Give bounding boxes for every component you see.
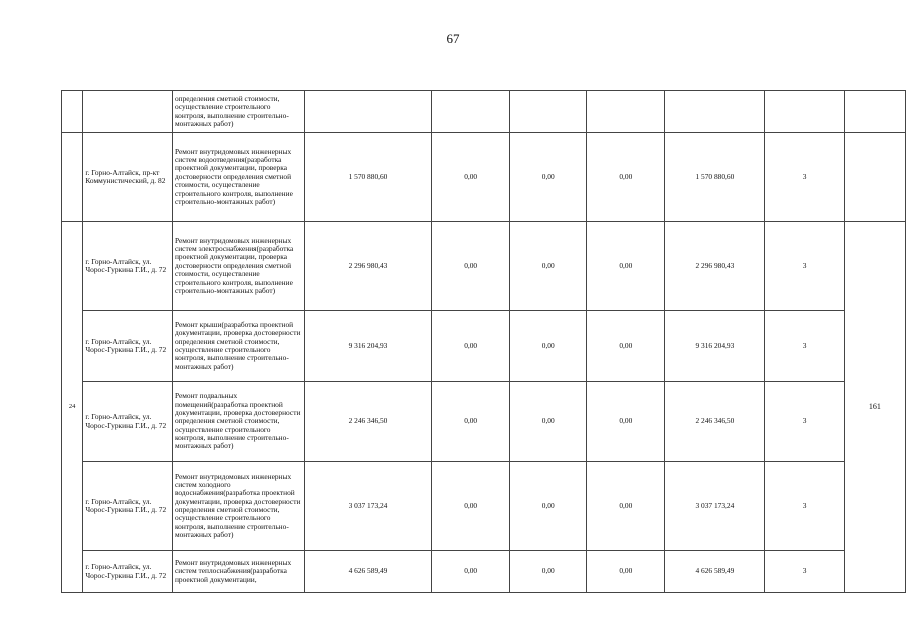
value-cell: 0,00 [587, 133, 665, 222]
stage-cell: 3 [765, 462, 844, 551]
table-row [62, 91, 906, 133]
table-row [62, 133, 906, 222]
cost-cell: 4 626 589,49 [304, 551, 431, 593]
address-cell: г. Горно-Алтайск, ул. Чорос-Гуркина Г.И., д. 72 [83, 222, 173, 311]
work-description-cell: Ремонт подвальных помещений(разработка проектной документации, проверка достоверности определения сметной стоимости, осуществление строительного контроля, выполнение строительно-монтажных работ) [172, 382, 304, 462]
address-cell [83, 91, 173, 133]
stage-cell: 3 [765, 222, 844, 311]
page-number: 67 [446, 31, 460, 46]
work-description-cell: Ремонт внутридомовых инженерных систем теплоснабжения(разработка проектной документации, [172, 551, 304, 593]
cost-cell: 2 246 346,50 [304, 382, 431, 462]
group-total-cell [844, 91, 905, 133]
cost-cell: 9 316 204,93 [304, 311, 431, 382]
value-cell: 0,00 [432, 133, 510, 222]
row-number-cell [62, 133, 83, 222]
cost-cell [304, 91, 431, 133]
total-cost-cell: 2 296 980,43 [665, 222, 765, 311]
value-cell [432, 91, 510, 133]
value-cell: 0,00 [587, 551, 665, 593]
total-cost-cell [665, 91, 765, 133]
capital-repair-table [61, 90, 906, 593]
value-cell: 0,00 [510, 133, 587, 222]
address-cell: г. Горно-Алтайск, ул. Чорос-Гуркина Г.И., д. 72 [83, 462, 173, 551]
row-number-cell: 24 [62, 222, 83, 593]
cost-cell: 3 037 173,24 [304, 462, 431, 551]
work-description-cell: Ремонт внутридомовых инженерных систем холодного водоснабжения(разработка проектной документации, проверка достоверности определения сметной стоимости, осуществление строительного контроля, выполнение строительно-монтажных работ) [172, 462, 304, 551]
value-cell [587, 91, 665, 133]
value-cell: 0,00 [510, 222, 587, 311]
value-cell: 0,00 [587, 311, 665, 382]
work-description-cell: Ремонт крыши(разработка проектной документации, проверка достоверности определения сметной стоимости, осуществление строительного контроля, выполнение строительно-монтажных работ) [172, 311, 304, 382]
work-description-cell: Ремонт внутридомовых инженерных систем электроснабжения(разработка проектной документации, проверка достоверности определения сметной стоимости, осуществление строительного контроля, выполнение строительно-монтажных работ) [172, 222, 304, 311]
address-cell: г. Горно-Алтайск, ул. Чорос-Гуркина Г.И., д. 72 [83, 551, 173, 593]
value-cell [510, 91, 587, 133]
stage-cell [765, 91, 844, 133]
value-cell: 0,00 [587, 462, 665, 551]
value-cell: 0,00 [510, 551, 587, 593]
table-row [62, 551, 906, 593]
group-total-cell [844, 133, 905, 222]
table-row [62, 311, 906, 382]
total-cost-cell: 9 316 204,93 [665, 311, 765, 382]
cost-cell: 1 570 880,60 [304, 133, 431, 222]
total-cost-cell: 4 626 589,49 [665, 551, 765, 593]
value-cell: 0,00 [432, 462, 510, 551]
group-total-cell: 161 [844, 222, 905, 593]
value-cell: 0,00 [510, 311, 587, 382]
address-cell: г. Горно-Алтайск, ул. Чорос-Гуркина Г.И., д. 72 [83, 311, 173, 382]
cost-cell: 2 296 980,43 [304, 222, 431, 311]
stage-cell: 3 [765, 133, 844, 222]
stage-cell: 3 [765, 382, 844, 462]
total-cost-cell: 3 037 173,24 [665, 462, 765, 551]
table-row [62, 382, 906, 462]
stage-cell: 3 [765, 311, 844, 382]
total-cost-cell: 2 246 346,50 [665, 382, 765, 462]
work-description-cell: определения сметной стоимости, осуществление строительного контроля, выполнение строительно-монтажных работ) [172, 91, 304, 133]
table-row [62, 462, 906, 551]
stage-cell: 3 [765, 551, 844, 593]
value-cell: 0,00 [432, 551, 510, 593]
value-cell: 0,00 [510, 462, 587, 551]
address-cell: г. Горно-Алтайск, ул. Чорос-Гуркина Г.И., д. 72 [83, 382, 173, 462]
total-cost-cell: 1 570 880,60 [665, 133, 765, 222]
value-cell: 0,00 [432, 222, 510, 311]
value-cell: 0,00 [510, 382, 587, 462]
row-number-cell [62, 91, 83, 133]
value-cell: 0,00 [432, 311, 510, 382]
value-cell: 0,00 [587, 382, 665, 462]
value-cell: 0,00 [587, 222, 665, 311]
table-row [62, 222, 906, 311]
value-cell: 0,00 [432, 382, 510, 462]
work-description-cell: Ремонт внутридомовых инженерных систем водоотведения(разработка проектной документации, проверка достоверности определения сметной стоимости, осуществление строительного контроля, выполнение строительно-монтажных работ) [172, 133, 304, 222]
address-cell: г. Горно-Алтайск, пр-кт Коммунистический, д. 82 [83, 133, 173, 222]
